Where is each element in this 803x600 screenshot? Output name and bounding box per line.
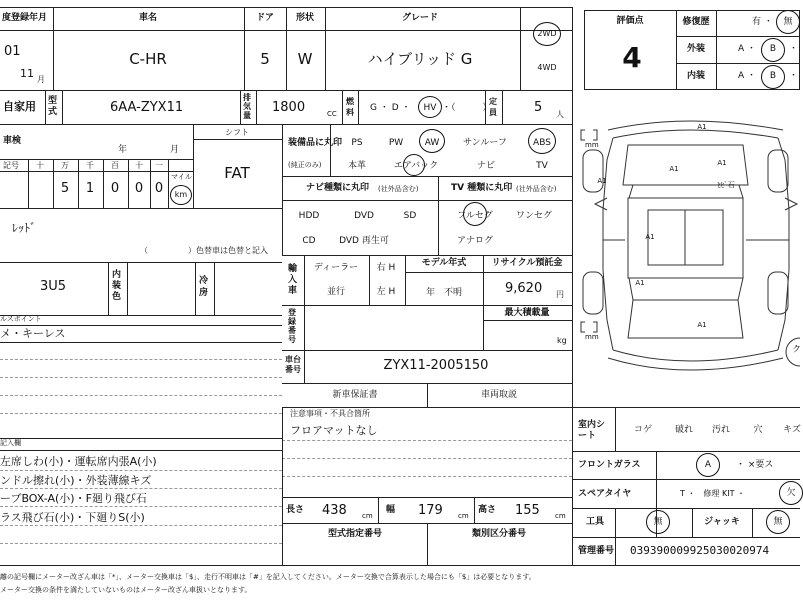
fuel-selected: HV [423, 103, 437, 113]
recycle-label: リサイクル預託金 [491, 258, 563, 268]
mark-left-fender: A1 [597, 177, 607, 185]
interior-color-label: 内装色 [112, 270, 122, 302]
spare-label: スペアタイヤ [578, 489, 632, 499]
tools-selected: 無 [653, 517, 663, 527]
mark-windshield: ﾋﾋﾞ石 [717, 181, 735, 189]
car-name-value: C-HR [129, 50, 167, 68]
equip-airbag: エアバック [393, 161, 439, 171]
equip-abs: ABS [533, 138, 551, 148]
tv-fullseg: フルセグ [457, 211, 493, 221]
note-line-0: 左席しわ(小)・運転席内張A(小) [0, 455, 157, 468]
sales-point-value: メ・キーレス [0, 327, 66, 340]
jack-selected: 無 [773, 517, 783, 527]
chassis-value: ZYX11-2005150 [383, 358, 489, 373]
category-label: 類別区分番号 [471, 529, 527, 539]
digit-label-5: 一 [155, 161, 163, 170]
tv-sub: (社外品含む) [516, 185, 557, 193]
nav-title: ナビ種類に丸印 [306, 183, 370, 193]
digit-label-2: 千 [86, 161, 94, 170]
row2-bottom [0, 124, 572, 125]
drive-selected: 2WD [537, 29, 557, 38]
equip-sunroof: サンルーフ [463, 138, 507, 148]
interior-label: 内装 [686, 71, 706, 81]
interior-selected: B [769, 71, 777, 81]
model-year-value: 年 不明 [425, 288, 463, 298]
width-unit: cm [458, 512, 469, 520]
nav-sub: (社外品含む) [378, 185, 419, 193]
digit-label-1: 万 [61, 161, 69, 170]
sheet-hole: 穴 [753, 425, 763, 435]
fuel-label: 燃料 [346, 97, 354, 117]
note-line-1: ンドル擦れ(小)・外装薄線キズ [0, 474, 152, 487]
mark-rear-bumper: A1 [697, 321, 707, 329]
chassis-label: 車台番号 [285, 355, 301, 374]
interior-a: A ・ [738, 71, 757, 81]
nav-hdd: HDD [298, 211, 320, 221]
car-name-label: 車名 [138, 13, 158, 23]
shaken-year-unit: 年 [118, 145, 128, 155]
repair-value: 有 ・ [752, 17, 773, 27]
equip-navi: ナビ [476, 161, 496, 171]
shift-label: シフト [225, 128, 249, 137]
max-load-label: 最大積載量 [504, 308, 550, 318]
displacement-value: 1800 [272, 100, 306, 115]
length-label: 長さ [286, 505, 305, 515]
note-line-2: ーブBOX-A(小)・F廻り飛び石 [0, 492, 147, 505]
repair-selected: 無 [783, 17, 793, 27]
recycle-value: 9,620 [505, 281, 543, 296]
fuel-options: G ・ D ・ [370, 103, 411, 113]
mileage-symbol-label: 記号 [3, 161, 19, 170]
spare-options: T ・ 修理 KIT ・ [680, 489, 746, 498]
mark-left-door: A1 [645, 233, 655, 241]
sheet-scratch: キズ [783, 425, 801, 435]
reg-year-value: 01 [4, 44, 21, 59]
shaken-label: 車検 [3, 136, 22, 146]
caution-label: 注意事項・不具合箇所 [290, 409, 370, 418]
notes-label: 記入欄 [0, 439, 21, 447]
km-label: km [174, 190, 188, 199]
color-note: （ ）色替車は色替と記入 [140, 246, 268, 255]
equip-tv: TV [536, 161, 548, 171]
nav-sd: SD [403, 211, 417, 221]
mm-top: mm [585, 141, 599, 149]
length-value: 438 [322, 503, 347, 518]
sheet-burn: コゲ [633, 425, 653, 435]
capacity-value: 5 [534, 100, 543, 115]
mileage-digit-2: 0 [110, 181, 120, 196]
windshield-label: フロントガラス [578, 460, 641, 470]
mark-front-bumper: A1 [697, 123, 707, 131]
frame-bottom [0, 565, 572, 566]
reg-year-label: 度登録年月 [2, 13, 48, 23]
sheet-tear: 破れ [674, 425, 694, 435]
caution-value: フロアマットなし [290, 424, 378, 437]
max-load-unit: kg [557, 336, 567, 345]
diagram-side-label: ク [792, 345, 802, 355]
mileage-digit-0: 5 [60, 181, 70, 196]
width-label: 幅 [386, 505, 396, 515]
displacement-label: 排気量 [243, 93, 251, 120]
sales-point-label: ルスポイント [0, 315, 42, 323]
exterior-selected: B [769, 44, 777, 54]
interior-c: ・ [789, 71, 799, 81]
mileage-digit-1: 1 [85, 181, 95, 196]
footer-line-2: メーター交換の条件を満たしていないものはメーター改ざん車扱いとなります。 [0, 586, 252, 594]
recycle-unit: 円 [556, 290, 564, 299]
capacity-label: 定員 [489, 97, 497, 117]
equip-ps: PS [351, 138, 363, 148]
repair-label: 修復歴 [682, 17, 710, 27]
model-value: 6AA-ZYX11 [110, 100, 184, 115]
mark-rear-left: A1 [635, 279, 645, 287]
height-value: 155 [515, 503, 540, 518]
import-label: 輸入車 [288, 264, 298, 296]
sheet-stain: 汚れ [711, 425, 731, 435]
mileage-digit-3: 0 [134, 181, 144, 196]
mm-bottom: mm [585, 333, 599, 341]
equipment-label: 装備品に丸印 [288, 138, 343, 148]
model-year-label: モデル年式 [421, 258, 467, 268]
model-label: 型式 [48, 96, 58, 117]
spare-selected: 欠 [786, 488, 796, 498]
control-number-value: 039390009925030020974 [630, 544, 770, 557]
mile-label: マイル [171, 173, 192, 181]
length-unit: cm [362, 512, 373, 520]
width-value: 179 [418, 503, 443, 518]
equip-leather: 本革 [347, 161, 367, 171]
mark-hood: A1 [717, 159, 727, 167]
import-left: 左 H [376, 287, 396, 297]
manual-label: 車両取説 [480, 390, 518, 400]
tv-title: TV 種類に丸印 [451, 183, 513, 193]
import-right: 右 H [376, 263, 396, 273]
nav-dvd: DVD [354, 211, 374, 221]
color-value: ﾚｯﾄﾞ [12, 221, 37, 235]
interior-sheet-label: 室内シート [578, 420, 606, 441]
grade-value: ハイブリッド G [367, 50, 473, 68]
equip-aw: AW [424, 138, 440, 148]
windshield-other: ・ ×要ス [736, 460, 774, 470]
footer-line-1: 離の記号欄にメーター改ざん車は「*」、メーター交換車は「$」、走行不明車は「#」を記入してください。メーター交換で合算表示した場合にも「$」は必要となります。 [0, 573, 536, 581]
displacement-unit: CC [327, 110, 337, 118]
shaken-month-unit: 月 [170, 145, 180, 155]
car-damage-diagram [573, 100, 800, 400]
mark-left-front: A1 [669, 165, 679, 173]
tools-label: 工具 [586, 517, 605, 527]
color-code: 3U5 [40, 279, 67, 294]
nav-cd: CD [302, 236, 316, 246]
type-number-label: 型式指定番号 [327, 529, 383, 539]
equip-pw: PW [388, 138, 404, 148]
windshield-selected: A [704, 460, 712, 470]
jack-label: ジャッキ [704, 517, 740, 527]
shape-value: W [297, 50, 313, 68]
import-parallel: 並行 [326, 287, 346, 297]
exterior-a: A ・ [738, 44, 757, 54]
reg-month-unit: 月 [37, 75, 45, 84]
score-value: 4 [622, 41, 642, 74]
height-label: 高さ [478, 505, 497, 515]
reg-month-value: 11 [20, 67, 34, 80]
tv-analog: アナログ [456, 236, 494, 246]
exterior-c: ・ [789, 44, 799, 54]
use-type: 自家用 [3, 100, 36, 113]
control-number-label: 管理番号 [578, 546, 615, 556]
mileage-digit-4: 0 [154, 181, 164, 196]
door-label: ドア [256, 13, 274, 23]
digit-label-3: 百 [111, 161, 119, 170]
import-dealer: ディーラー [313, 263, 359, 273]
grade-label: グレード [401, 13, 439, 23]
height-unit: cm [555, 512, 566, 520]
digit-label-0: 十 [36, 161, 44, 170]
fuel-paren: ・（ ） [442, 103, 492, 113]
row1-bottom [0, 90, 572, 91]
doors-value: 5 [260, 50, 270, 68]
digit-label-4: 十 [135, 161, 143, 170]
drive-other: 4WD [537, 63, 557, 72]
warranty-label: 新車保証書 [332, 390, 378, 400]
capacity-unit: 人 [556, 110, 564, 119]
ac-label: 冷房 [199, 276, 209, 298]
score-label: 評価点 [616, 16, 644, 26]
exterior-label: 外装 [686, 44, 706, 54]
shape-label: 形状 [295, 13, 315, 23]
shift-value: FAT [224, 164, 250, 182]
nav-dvd-play: DVD 再生可 [339, 236, 389, 246]
equipment-sub: (純正のみ) [288, 161, 322, 169]
registration-label: 登録番号 [288, 308, 296, 344]
note-line-3: ラス飛び石(小)・下廻りS(小) [0, 511, 145, 524]
tv-oneseg: ワンセグ [515, 211, 553, 221]
